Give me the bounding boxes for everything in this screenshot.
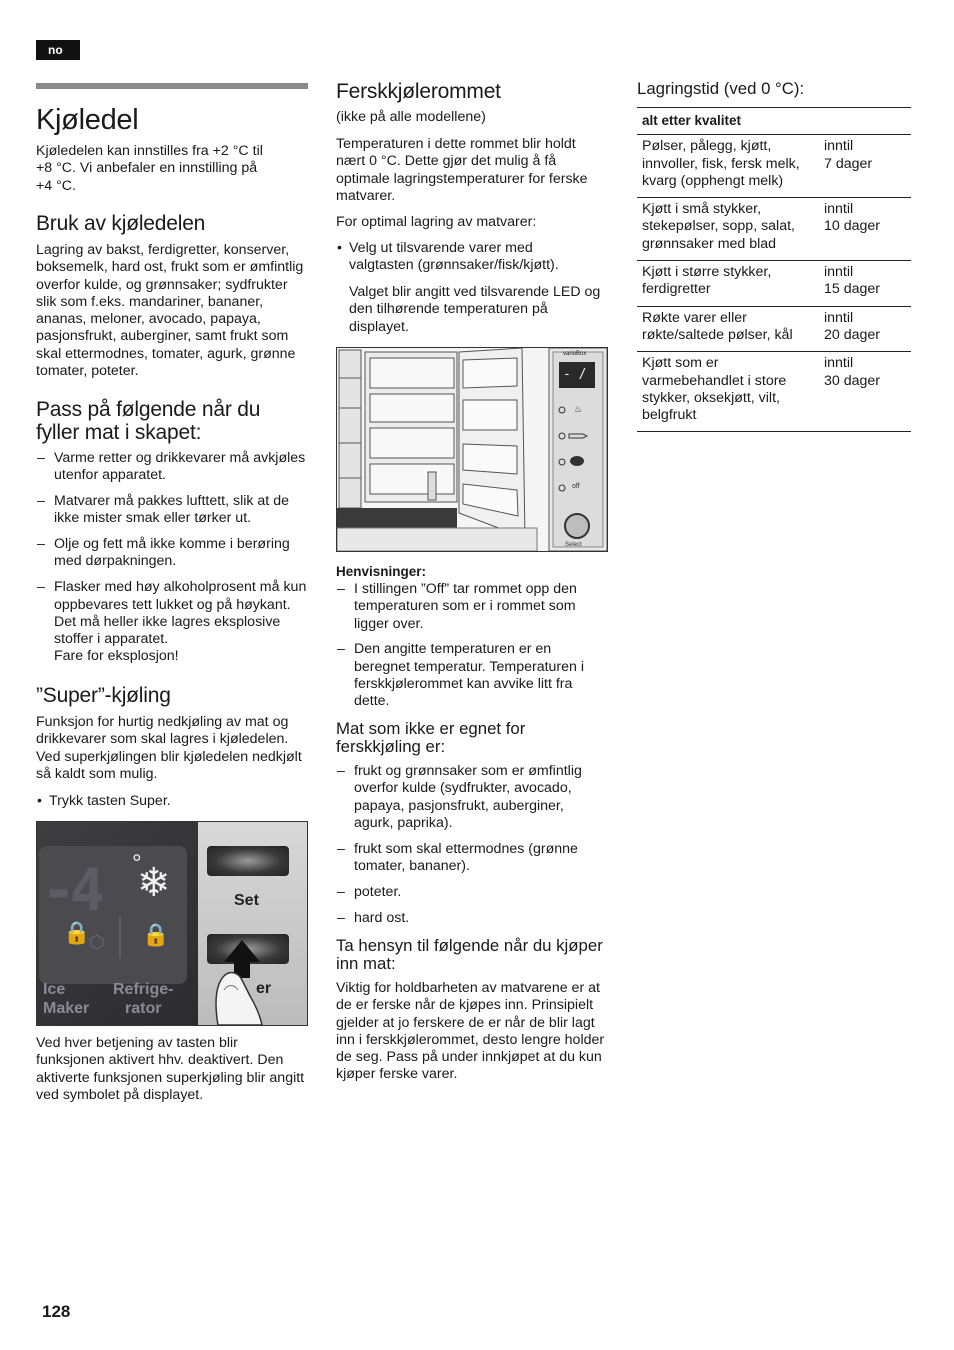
- page-number: 128: [42, 1302, 71, 1321]
- unsuitable-heading: Mat som ikke er egnet for ferskkjøling er:: [336, 719, 526, 756]
- set-button[interactable]: [207, 846, 289, 876]
- fresh-p1: Temperaturen i dette rommet blir holdt nært 0 °C. Dette gjør det mulig å få optimale lagringstemperaturer for ferske matvarer.: [336, 136, 588, 204]
- button-panel: [198, 822, 307, 1025]
- fresh-bullets: [336, 240, 598, 275]
- control-panel-figure: [36, 821, 308, 1026]
- fresh-compartment-sub: (ikke på alle modellene): [336, 109, 486, 125]
- table-row: [637, 306, 911, 352]
- fridge-figure: [336, 347, 608, 552]
- list-item: – I stillingen ”Off” tar rommet opp den temperaturen som er i rommet som ligger over.: [336, 581, 606, 633]
- finger-press-icon: [198, 932, 307, 1025]
- table-cell-item: Kjøtt i små stykker, stekepølser, sopp, salat, grønnsaker med blad: [637, 198, 822, 261]
- list-item: [36, 793, 308, 810]
- storage-table: [637, 107, 911, 432]
- table-cell-item: Kjøtt som er varmebehandlet i store stykker, oksekjøtt, vilt, belgfrukt: [637, 352, 822, 432]
- notes-heading: Henvisninger:: [336, 564, 427, 579]
- use-heading: Bruk av kjøledelen: [36, 212, 206, 235]
- table-cell-time: inntil 15 dager: [822, 261, 911, 307]
- table-header-cell: alt etter kvalitet: [637, 108, 911, 135]
- ice-cube-icon: ⬡: [89, 932, 105, 952]
- lcd-divider: [119, 916, 121, 958]
- intro-text: Kjøledelen kan innstilles fra +2 °C til +8 °C. Vi anbefaler en innstilling på +4 °C.: [36, 143, 263, 194]
- lcd-digits: -4: [41, 856, 99, 924]
- explosion-warning: Fare for eksplosjon!: [54, 648, 179, 665]
- use-text: Lagring av bakst, ferdigretter, konserver, boksemelk, hard ost, frukt som er ømfintlig overfor kulde, og grønnsaker; sydfrukter slik som f.eks. mandariner, bananer, ananas, meloner, avocado, papaya, pasjonsfrukt, auberginer, samt frukt som skal ettermodnes, tomater, agurk, grønne tomater, poteter.: [36, 242, 304, 380]
- select-label: Select: [565, 542, 582, 548]
- list-item: – Varme retter og drikkevarer må avkjøles utenfor apparatet.: [36, 450, 308, 485]
- fresh-p2: For optimal lagring av matvarer:: [336, 214, 537, 230]
- table-header-row: [637, 108, 911, 135]
- list-item: [36, 579, 308, 665]
- table-cell-time: inntil 10 dager: [822, 198, 911, 261]
- buying-heading: Ta hensyn til følgende når du kjøper inn mat:: [336, 936, 603, 973]
- ice-maker-label: Ice Maker: [43, 981, 90, 1017]
- table-cell-item: Kjøtt i større stykker, ferdigretter: [637, 261, 822, 307]
- storage-heading: Lagringstid (ved 0 °C):: [637, 79, 805, 98]
- table-cell-time: inntil 20 dager: [822, 306, 911, 352]
- table-row: [637, 135, 911, 198]
- list-item: – hard ost.: [336, 910, 606, 927]
- table-cell-item: Pølser, pålegg, kjøtt, innvoller, fisk, fersk melk, kvarg (opphengt melk): [637, 135, 822, 198]
- table-row: [637, 352, 911, 432]
- table-row: [637, 261, 911, 307]
- list-item: – frukt som skal ettermodnes (grønne tomater, bananer).: [336, 841, 606, 876]
- super-note: Ved hver betjening av tasten blir funksjonen aktivert hhv. deaktivert. Den aktiverte funksjonen superkjøling blir angitt ved symbolet på displayet.: [36, 1035, 305, 1103]
- list-item-text: Flasker med høy alkoholprosent må kun oppbevares tett lukket og på høykant. Det må heller ikke lagres eksplosive stoffer i apparatet.: [54, 579, 307, 648]
- list-item: – frukt og grønnsaker som er ømfintlig overfor kulde (sydfrukter, avocado, papaya, pasjonsfrukt, auberginer, agurk, paprika).: [336, 763, 606, 832]
- lcd-degree: °: [132, 850, 142, 877]
- lcd-window: [39, 846, 187, 984]
- fill-list: [36, 450, 308, 666]
- table-row: [637, 198, 911, 261]
- display-panel: [37, 822, 198, 1025]
- list-item: • Velg ut tilsvarende varer med valgtasten (grønnsaker/fisk/kjøtt).: [336, 240, 598, 275]
- fresh-p3: Valget blir angitt ved tilsvarende LED og den tilhørende temperaturen på displayet.: [349, 284, 601, 335]
- table-cell-time: inntil 7 dager: [822, 135, 911, 198]
- super-label: er: [256, 980, 272, 997]
- lock-icon: 🔒: [63, 920, 91, 945]
- bullet-prefix: Trykk tasten: [49, 793, 130, 809]
- super-heading: ”Super”-kjøling: [36, 684, 171, 707]
- super-key-label: Super: [129, 793, 167, 809]
- super-text: Funksjon for hurtig nedkjøling av mat og drikkevarer som skal lagres i kjøledelen. Ved superkjølingen blir kjøledelen nedkjølt så kaldt som mulig.: [36, 714, 302, 782]
- select-button[interactable]: [573, 514, 581, 522]
- refrigerator-label: Refrige- rator: [113, 981, 174, 1017]
- variobox-brand: varioBox: [563, 351, 587, 357]
- list-item: – Den angitte temperaturen er en beregnet temperatur. Temperaturen i ferskkjølerommet kan avvike litt fra dette.: [336, 641, 606, 710]
- list-item: – poteter.: [336, 884, 606, 901]
- title-rule: [36, 83, 308, 89]
- set-label: Set: [234, 892, 259, 909]
- table-cell-item: Røkte varer eller røkte/saltede pølser, kål: [637, 306, 822, 352]
- language-tag: no: [36, 40, 80, 60]
- page-title: Kjøledel: [36, 104, 139, 136]
- variobox-display: - /: [563, 367, 587, 382]
- vegetables-icon: ♨: [574, 404, 583, 414]
- bullet-suffix: .: [166, 793, 171, 809]
- unsuitable-list: [336, 763, 606, 935]
- snowflake-icon: ❄: [137, 861, 171, 905]
- super-instructions: [36, 793, 308, 810]
- table-cell-time: inntil 30 dager: [822, 352, 911, 432]
- off-label: off: [572, 483, 580, 490]
- fresh-compartment-heading: Ferskkjølerommet: [336, 80, 501, 103]
- list-item: – Olje og fett må ikke komme i berøring med dørpakningen.: [36, 536, 308, 571]
- list-item: – Matvarer må pakkes lufttett, slik at de ikke mister smak eller tørker ut.: [36, 493, 308, 528]
- lock-icon: 🔒: [142, 922, 170, 947]
- buying-text: Viktig for holdbarheten av matvarene er at de er ferske når de kjøpes inn. Prinsipielt gjelder at jo ferskere de er når de blir lagt inn i ferskkjølerommet, desto lengre holder de seg. Pass på under innkjøpet at du kun kjøper ferske varer.: [336, 980, 605, 1083]
- notes-list: [336, 581, 606, 719]
- fill-heading: Pass på følgende når du fyller mat i skapet:: [36, 398, 261, 444]
